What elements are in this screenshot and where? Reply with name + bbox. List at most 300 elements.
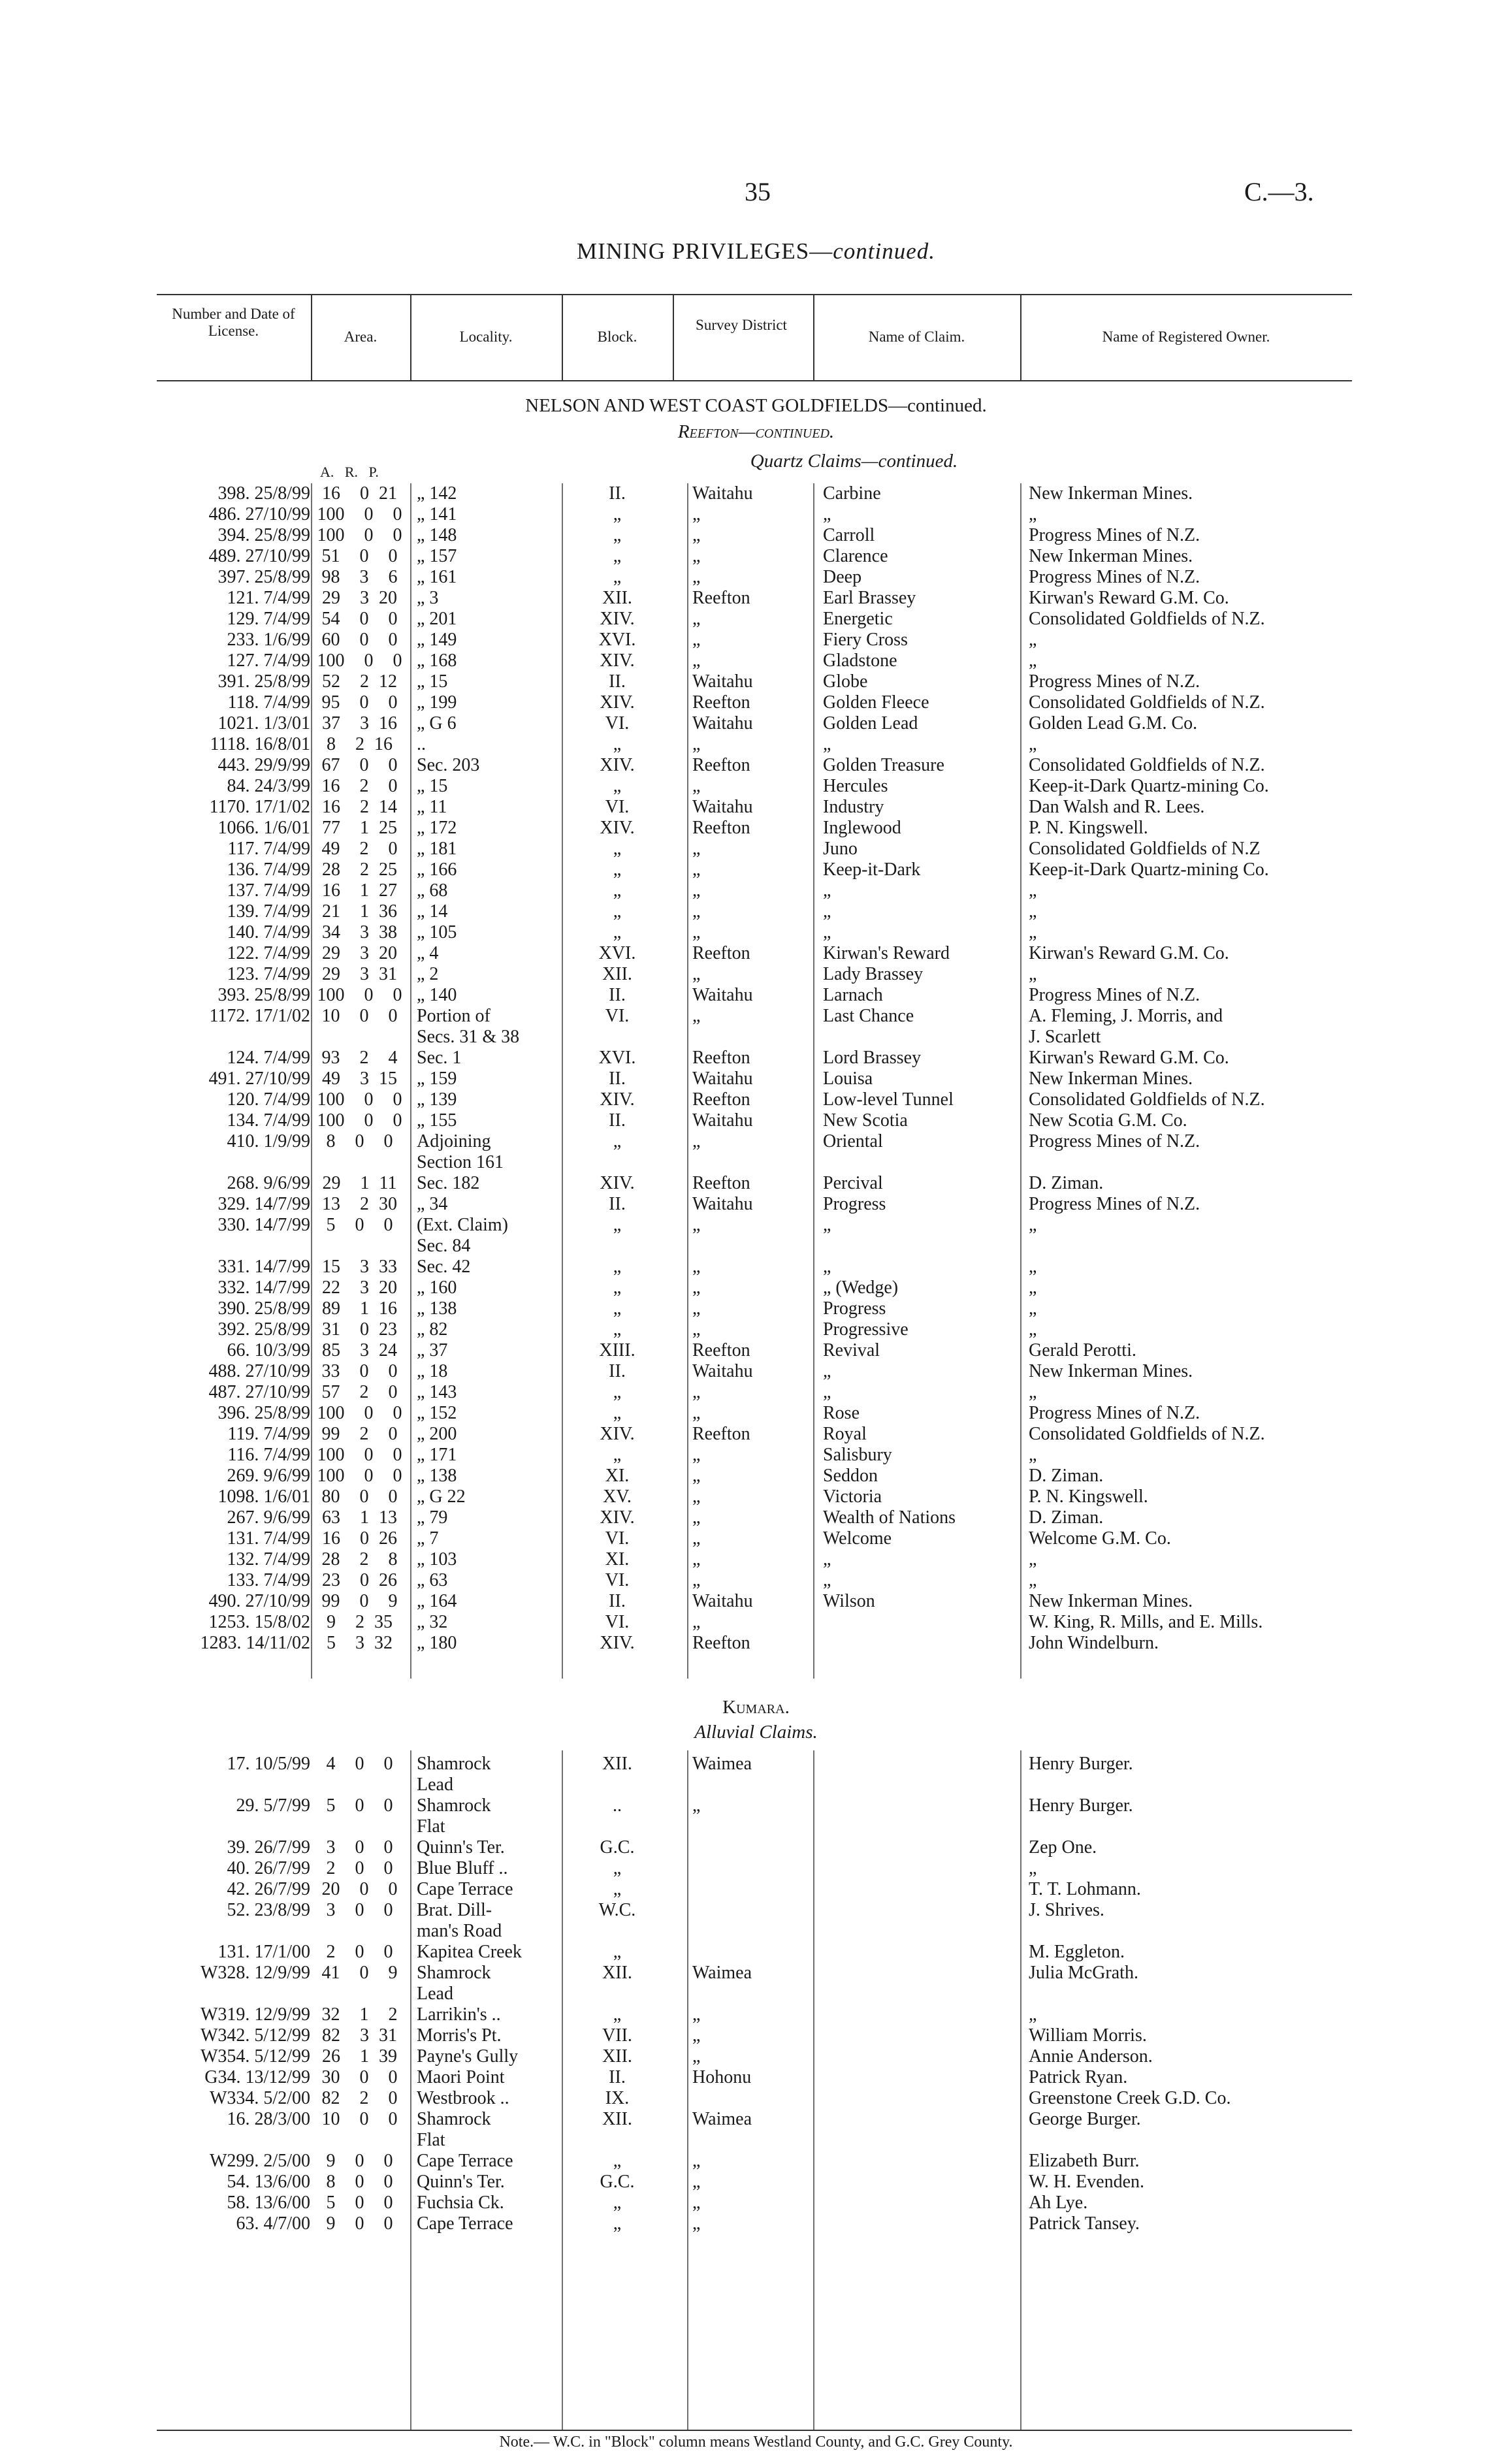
claim-cell: Inglewood — [823, 818, 901, 838]
license-cell: 330. 14/7/99 — [217, 1215, 310, 1235]
area-cell: 28 2 8 — [321, 1549, 398, 1569]
owner-cell: Consolidated Goldfields of N.Z — [1029, 839, 1261, 859]
table-row — [0, 2193, 1512, 2213]
locality-cell: „ 171 — [417, 1445, 457, 1465]
license-cell: 491. 27/10/99 — [208, 1069, 310, 1089]
table-row — [0, 1879, 1512, 1900]
block-cell: „ — [613, 1131, 622, 1151]
table-row — [0, 1340, 1512, 1361]
block-cell: „ — [613, 1942, 622, 1962]
table-row — [0, 2109, 1512, 2130]
district-cell: „ — [692, 880, 701, 901]
owner-cell: „ — [1029, 964, 1037, 984]
claim-cell: Golden Fleece — [823, 692, 929, 713]
locality-cell: „ 3 — [417, 588, 439, 608]
area-cell: 3 0 0 — [326, 1900, 393, 1920]
claim-cell: Industry — [823, 797, 884, 817]
license-cell: 233. 1/6/99 — [227, 630, 310, 650]
owner-cell: New Inkerman Mines. — [1029, 1591, 1193, 1611]
owner-cell: „ — [1029, 1319, 1037, 1340]
license-cell: 489. 27/10/99 — [208, 546, 310, 566]
block-cell: XIII. — [599, 1340, 635, 1360]
claims-type-heading: Quartz Claims—continued. — [750, 451, 958, 472]
block-cell: XIV. — [600, 1424, 635, 1444]
license-cell: 39. 26/7/99 — [227, 1837, 310, 1858]
claim-cell: „ — [823, 734, 831, 754]
locality-cell: Lead — [417, 1775, 453, 1795]
owner-cell: „ — [1029, 1298, 1037, 1319]
owner-cell: J. Shrives. — [1029, 1900, 1104, 1920]
license-cell: 1283. 14/11/02 — [200, 1633, 310, 1653]
district-cell: „ — [692, 2151, 701, 2171]
district-cell: „ — [692, 1298, 701, 1319]
owner-cell: „ — [1029, 504, 1037, 524]
block-cell: „ — [613, 1215, 622, 1235]
claim-cell: Energetic — [823, 609, 893, 629]
locality-cell: Cape Terrace — [417, 2213, 513, 2234]
block-cell: „ — [613, 1858, 622, 1878]
claim-cell: Progress — [823, 1194, 886, 1214]
claim-cell: Hercules — [823, 776, 888, 796]
claim-cell: Keep-it-Dark — [823, 860, 921, 880]
claim-cell: Wilson — [823, 1591, 875, 1611]
table-row — [0, 1775, 1512, 1795]
block-cell: .. — [613, 1795, 622, 1816]
locality-cell: „ 138 — [417, 1298, 457, 1319]
area-cell: 93 2 4 — [321, 1048, 398, 1068]
table-row — [0, 1089, 1512, 1110]
area-cell: 77 1 25 — [322, 818, 397, 838]
locality-cell: „ 79 — [417, 1507, 448, 1528]
locality-cell: Larrikin's .. — [417, 2004, 501, 2025]
table-row — [0, 1257, 1512, 1278]
claim-cell: „ — [823, 922, 831, 942]
license-cell: 331. 14/7/99 — [217, 1257, 310, 1277]
claim-cell: Juno — [823, 839, 858, 859]
license-cell: 332. 14/7/99 — [217, 1278, 310, 1298]
district-cell: Waitahu — [692, 1069, 753, 1089]
table-row — [0, 901, 1512, 922]
block-cell: VI. — [605, 797, 630, 817]
license-cell: 488. 27/10/99 — [208, 1361, 310, 1381]
locality-cell: Sec. 84 — [417, 1236, 471, 1256]
block-cell: II. — [609, 1361, 626, 1381]
claim-cell: „ — [823, 1215, 831, 1235]
license-cell: 84. 24/3/99 — [227, 776, 310, 796]
table-row — [0, 1754, 1512, 1775]
district-cell: Reefton — [692, 1089, 750, 1110]
table-row — [0, 922, 1512, 943]
claim-cell: Revival — [823, 1340, 880, 1360]
district-cell: Waitahu — [692, 713, 753, 733]
license-cell: 17. 10/5/99 — [227, 1754, 310, 1774]
area-cell: 57 2 0 — [321, 1382, 398, 1402]
table-row — [0, 525, 1512, 546]
block-cell: XII. — [602, 2046, 632, 2067]
owner-cell: Kirwan's Reward G.M. Co. — [1029, 943, 1229, 963]
claim-cell: Carbine — [823, 483, 881, 504]
area-cell: 29 1 11 — [322, 1173, 397, 1193]
owner-cell: „ — [1029, 1215, 1037, 1235]
owner-cell: A. Fleming, J. Morris, and — [1029, 1006, 1223, 1026]
area-cell: 10 0 0 — [321, 2109, 398, 2129]
block-cell: „ — [613, 2151, 622, 2171]
table-row — [0, 546, 1512, 567]
title-continued: continued. — [833, 238, 936, 264]
license-cell: W334. 5/2/00 — [210, 2088, 310, 2108]
header-claim: Name of Claim. — [868, 329, 965, 345]
quartz-claims-table — [0, 483, 1512, 1654]
area-cell: 54 0 0 — [321, 609, 398, 629]
owner-cell: „ — [1029, 1382, 1037, 1402]
table-row — [0, 2025, 1512, 2046]
header-block: Block. — [597, 329, 637, 345]
block-cell: XIV. — [600, 1173, 635, 1193]
block-cell: „ — [613, 922, 622, 942]
locality-cell: Sec. 42 — [417, 1257, 471, 1277]
locality-cell: Portion of — [417, 1006, 491, 1026]
table-row — [0, 1507, 1512, 1528]
block-cell: „ — [613, 1298, 622, 1319]
claim-cell: Percival — [823, 1173, 883, 1193]
claim-cell: Larnach — [823, 985, 883, 1005]
district-cell: Waitahu — [692, 671, 753, 692]
owner-cell: Progress Mines of N.Z. — [1029, 567, 1200, 587]
block-cell: VI. — [605, 1612, 630, 1632]
locality-cell: Fuchsia Ck. — [417, 2193, 504, 2213]
table-row — [0, 1006, 1512, 1027]
district-cell: „ — [692, 1215, 701, 1235]
table-row — [0, 1278, 1512, 1298]
block-cell: VI. — [605, 1006, 630, 1026]
locality-cell: „ 37 — [417, 1340, 448, 1360]
block-cell: „ — [613, 734, 622, 754]
area-cell: 98 3 6 — [321, 567, 398, 587]
area-cell: 85 3 24 — [322, 1340, 397, 1360]
table-row — [0, 1361, 1512, 1382]
table-row — [0, 1549, 1512, 1570]
locality-cell: „ G 22 — [417, 1487, 466, 1507]
area-cell: 8 0 0 — [326, 2172, 393, 2192]
district-cell: Hohonu — [692, 2067, 752, 2087]
area-cell: 82 2 0 — [321, 2088, 398, 2108]
claim-cell: Victoria — [823, 1487, 882, 1507]
district-cell: Waitahu — [692, 797, 753, 817]
district-cell: „ — [692, 1257, 701, 1277]
license-cell: 486. 27/10/99 — [208, 504, 310, 524]
locality-cell: Shamrock — [417, 1963, 491, 1983]
block-cell: „ — [613, 1278, 622, 1298]
locality-cell: „ 11 — [417, 797, 447, 817]
block-cell: VI. — [605, 1570, 630, 1590]
locality-cell: (Ext. Claim) — [417, 1215, 508, 1235]
table-row — [0, 1424, 1512, 1445]
block-cell: II. — [609, 985, 626, 1005]
block-cell: „ — [613, 1382, 622, 1402]
area-cell: 100 0 0 — [317, 651, 402, 671]
claim-cell: Seddon — [823, 1466, 878, 1486]
license-cell: 120. 7/4/99 — [227, 1089, 310, 1110]
table-row — [0, 1837, 1512, 1858]
block-cell: II. — [609, 483, 626, 504]
table-row — [0, 1466, 1512, 1487]
claim-cell: Wealth of Nations — [823, 1507, 956, 1528]
area-cell: 5 0 0 — [326, 1795, 393, 1816]
table-row — [0, 880, 1512, 901]
owner-cell: Greenstone Creek G.D. Co. — [1029, 2088, 1231, 2108]
owner-cell: Henry Burger. — [1029, 1754, 1133, 1774]
block-cell: XII. — [602, 964, 632, 984]
owner-cell: „ — [1029, 901, 1037, 922]
locality-cell: „ 82 — [417, 1319, 448, 1340]
license-cell: 397. 25/8/99 — [217, 567, 310, 587]
district-cell: „ — [692, 860, 701, 880]
license-cell: 396. 25/8/99 — [217, 1403, 310, 1423]
area-cell: 16 0 26 — [322, 1528, 397, 1549]
block-cell: XII. — [602, 1963, 632, 1983]
table-row — [0, 860, 1512, 880]
locality-cell: „ 7 — [417, 1528, 439, 1549]
title-main: MINING PRIVILEGES— — [576, 238, 833, 264]
owner-cell: Progress Mines of N.Z. — [1029, 1131, 1200, 1151]
license-cell: 410. 1/9/99 — [227, 1131, 310, 1151]
claim-cell: „ — [823, 1361, 831, 1381]
table-row — [0, 734, 1512, 755]
district-cell: „ — [692, 776, 701, 796]
area-cell: 37 3 16 — [322, 713, 397, 733]
district-cell: „ — [692, 1487, 701, 1507]
license-cell: 42. 26/7/99 — [227, 1879, 310, 1899]
district-cell: „ — [692, 2213, 701, 2234]
claim-cell: Gladstone — [823, 651, 897, 671]
block-cell: II. — [609, 1110, 626, 1131]
license-cell: 1172. 17/1/02 — [209, 1006, 310, 1026]
table-row — [0, 1900, 1512, 1921]
area-cell: 63 1 13 — [322, 1507, 397, 1528]
district-cell: „ — [692, 1278, 701, 1298]
header-license: Number and Date of License. — [172, 306, 295, 339]
locality-cell: „ 143 — [417, 1382, 457, 1402]
block-cell: „ — [613, 880, 622, 901]
table-row — [0, 2213, 1512, 2234]
table-row — [0, 1236, 1512, 1257]
claim-cell: Fiery Cross — [823, 630, 908, 650]
header-divider-4 — [673, 294, 674, 380]
table-row — [0, 943, 1512, 964]
block-cell: „ — [613, 525, 622, 545]
area-cell: 9 0 0 — [326, 2151, 393, 2171]
area-cell: 32 1 2 — [321, 2004, 398, 2025]
owner-cell: John Windelburn. — [1029, 1633, 1159, 1653]
district-cell: Waimea — [692, 2109, 752, 2129]
area-cell: 3 0 0 — [326, 1837, 393, 1858]
block-cell: „ — [613, 567, 622, 587]
area-cell: 99 0 9 — [321, 1591, 398, 1611]
locality-cell: „ 138 — [417, 1466, 457, 1486]
claim-cell: „ — [823, 1549, 831, 1569]
table-row — [0, 2088, 1512, 2109]
license-cell: 131. 7/4/99 — [227, 1528, 310, 1549]
locality-cell: „ 139 — [417, 1089, 457, 1110]
claim-cell: „ — [823, 1257, 831, 1277]
area-cell: 80 0 0 — [321, 1487, 398, 1507]
block-cell: II. — [609, 2067, 626, 2087]
district-cell: „ — [692, 2025, 701, 2046]
locality-cell: „ 14 — [417, 901, 448, 922]
locality-cell: Secs. 31 & 38 — [417, 1027, 520, 1047]
locality-cell: „ 63 — [417, 1570, 448, 1590]
license-cell: 121. 7/4/99 — [227, 588, 310, 608]
table-row — [0, 1173, 1512, 1194]
claim-cell: Kirwan's Reward — [823, 943, 950, 963]
owner-cell: New Inkerman Mines. — [1029, 1361, 1193, 1381]
owner-cell: „ — [1029, 1257, 1037, 1277]
claim-cell: New Scotia — [823, 1110, 908, 1131]
table-row — [0, 818, 1512, 839]
locality-cell: .. — [417, 734, 426, 754]
area-cell: 20 0 0 — [321, 1879, 398, 1899]
district-cell: „ — [692, 839, 701, 859]
block-cell: II. — [609, 1069, 626, 1089]
block-cell: „ — [613, 504, 622, 524]
area-cell: 41 0 9 — [321, 1963, 398, 1983]
locality-cell: Westbrook .. — [417, 2088, 509, 2108]
area-cell: 21 1 36 — [322, 901, 397, 922]
license-cell: 269. 9/6/99 — [227, 1466, 310, 1486]
claim-cell: Globe — [823, 671, 868, 692]
district-cell: „ — [692, 1006, 701, 1026]
owner-cell: Progress Mines of N.Z. — [1029, 985, 1200, 1005]
license-cell: 127. 7/4/99 — [227, 651, 310, 671]
locality-cell: Adjoining — [417, 1131, 491, 1151]
district-cell: „ — [692, 2046, 701, 2067]
owner-cell: Progress Mines of N.Z. — [1029, 671, 1200, 692]
license-cell: W328. 12/9/99 — [201, 1963, 310, 1983]
area-cell: 49 2 0 — [321, 839, 398, 859]
claim-cell: Earl Brassey — [823, 588, 916, 608]
owner-cell: „ — [1029, 630, 1037, 650]
locality-cell: „ 181 — [417, 839, 457, 859]
footnote: Note.— W.C. in "Block" column means Westland County, and G.C. Grey County. — [499, 2434, 1013, 2451]
block-cell: XII. — [602, 2109, 632, 2129]
locality-cell: „ 18 — [417, 1361, 448, 1381]
owner-cell: Elizabeth Burr. — [1029, 2151, 1140, 2171]
license-cell: 58. 13/6/00 — [227, 2193, 310, 2213]
area-cell: 16 2 0 — [321, 776, 398, 796]
owner-cell: „ — [1029, 1549, 1037, 1569]
license-cell: 54. 13/6/00 — [227, 2172, 310, 2192]
table-row — [0, 630, 1512, 651]
block-cell: „ — [613, 901, 622, 922]
locality-cell: „ 157 — [417, 546, 457, 566]
license-cell: 390. 25/8/99 — [217, 1298, 310, 1319]
claim-cell: Low-level Tunnel — [823, 1089, 954, 1110]
area-cell: 51 0 0 — [321, 546, 398, 566]
page-title — [0, 238, 1512, 265]
table-row — [0, 1858, 1512, 1879]
claim-cell: Louisa — [823, 1069, 873, 1089]
locality-cell: „ 160 — [417, 1278, 457, 1298]
district-cell: Waitahu — [692, 1361, 753, 1381]
area-cell: 8 2 16 — [327, 734, 393, 754]
owner-cell: Zep One. — [1029, 1837, 1097, 1858]
license-cell: W354. 5/12/99 — [201, 2046, 310, 2067]
block-cell: G.C. — [600, 2172, 635, 2192]
area-cell: 100 0 0 — [317, 504, 402, 524]
table-row — [0, 1816, 1512, 1837]
table-row — [0, 964, 1512, 985]
table-row — [0, 2130, 1512, 2151]
locality-cell: „ 2 — [417, 964, 439, 984]
locality-cell: Sec. 1 — [417, 1048, 462, 1068]
owner-cell: „ — [1029, 1278, 1037, 1298]
district-cell: Reefton — [692, 755, 750, 775]
license-cell: 123. 7/4/99 — [227, 964, 310, 984]
area-cell: 2 0 0 — [326, 1942, 393, 1962]
table-row — [0, 567, 1512, 588]
area-cell: 34 3 38 — [322, 922, 397, 942]
table-row — [0, 1612, 1512, 1633]
area-cell: 89 1 16 — [322, 1298, 397, 1319]
claim-cell: Last Chance — [823, 1006, 914, 1026]
locality-cell: „ 140 — [417, 985, 457, 1005]
locality-cell: „ 200 — [417, 1424, 457, 1444]
locality-cell: „ 201 — [417, 609, 457, 629]
district-cell: „ — [692, 2004, 701, 2025]
district-cell: „ — [692, 1131, 701, 1151]
owner-cell: Consolidated Goldfields of N.Z. — [1029, 609, 1265, 629]
license-cell: 393. 25/8/99 — [217, 985, 310, 1005]
district-cell: „ — [692, 1528, 701, 1549]
claim-cell: Progressive — [823, 1319, 909, 1340]
area-cell: 23 0 26 — [322, 1570, 397, 1590]
district-cell: Reefton — [692, 1340, 750, 1360]
table-row — [0, 797, 1512, 818]
locality-cell: Payne's Gully — [417, 2046, 519, 2067]
district-cell: Reefton — [692, 1633, 750, 1653]
claim-cell: Progress — [823, 1298, 886, 1319]
claim-cell: Lady Brassey — [823, 964, 924, 984]
license-cell: W342. 5/12/99 — [201, 2025, 310, 2046]
license-cell: 117. 7/4/99 — [227, 839, 310, 859]
district-cell: „ — [692, 1507, 701, 1528]
locality-cell: „ G 6 — [417, 713, 457, 733]
area-cell: 82 3 31 — [322, 2025, 397, 2046]
owner-cell: „ — [1029, 1445, 1037, 1465]
district-cell: „ — [692, 1382, 701, 1402]
locality-cell: Flat — [417, 2130, 445, 2150]
area-cell: 100 0 0 — [317, 1445, 402, 1465]
locality-cell: man's Road — [417, 1921, 502, 1941]
district-cell: „ — [692, 922, 701, 942]
claim-cell: Rose — [823, 1403, 860, 1423]
locality-cell: „ 32 — [417, 1612, 448, 1632]
table-row — [0, 588, 1512, 609]
area-cell: 31 0 23 — [322, 1319, 397, 1340]
table-row — [0, 1403, 1512, 1424]
district-cell: Reefton — [692, 1173, 750, 1193]
block-cell: XIV. — [600, 1089, 635, 1110]
owner-cell: D. Ziman. — [1029, 1173, 1104, 1193]
owner-cell: D. Ziman. — [1029, 1466, 1104, 1486]
area-cell: 2 0 0 — [326, 1858, 393, 1878]
locality-cell: Blue Bluff .. — [417, 1858, 508, 1878]
locality-cell: Shamrock — [417, 2109, 491, 2129]
owner-cell: „ — [1029, 734, 1037, 754]
license-cell: 490. 27/10/99 — [208, 1591, 310, 1611]
locality-cell: „ 152 — [417, 1403, 457, 1423]
claim-cell: Carroll — [823, 525, 875, 545]
